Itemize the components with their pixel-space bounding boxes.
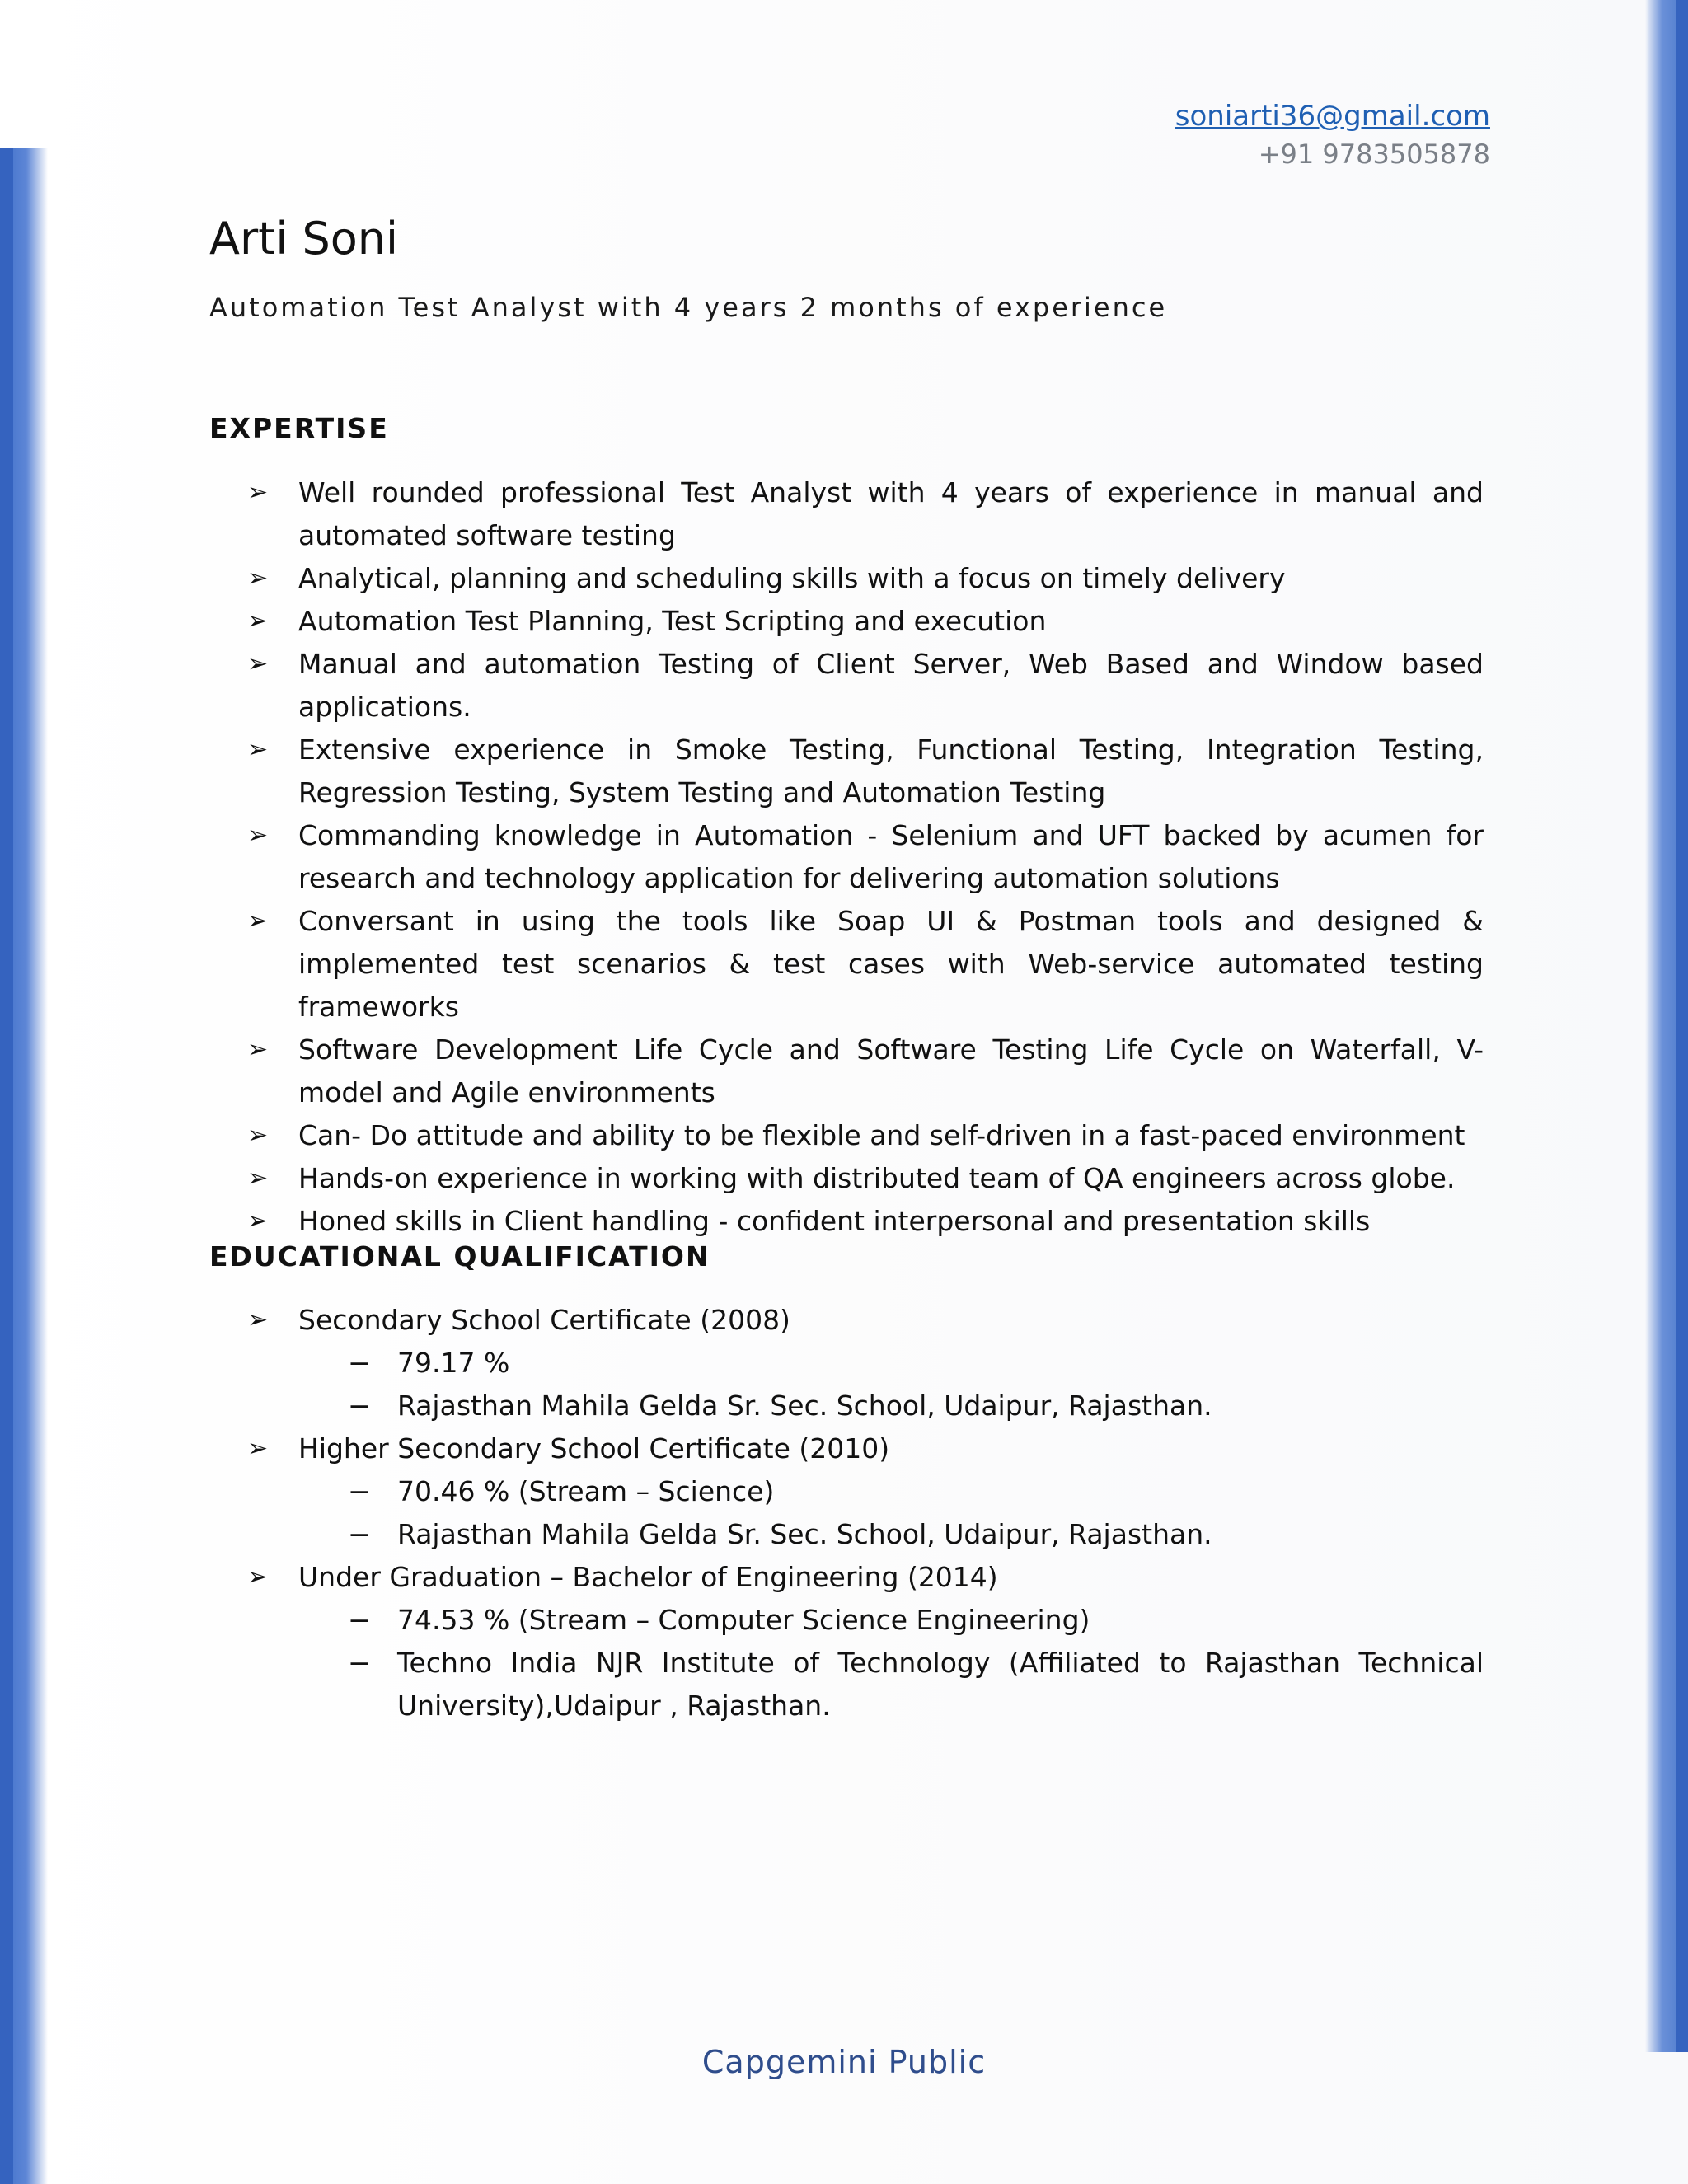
expertise-list [247, 471, 1484, 1243]
dash-bullet-icon: − [348, 1518, 371, 1550]
arrow-bullet-icon: ➢ [247, 1305, 269, 1334]
expertise-item-text: Honed skills in Client handling - confident interpersonal and presentation skills [298, 1205, 1371, 1237]
expertise-item [247, 900, 1484, 1029]
expertise-item [247, 557, 1484, 600]
arrow-bullet-icon: ➢ [247, 735, 269, 764]
expertise-item-text: Well rounded professional Test Analyst with 4 years of experience in manual and automated software testing [298, 476, 1484, 551]
education-item-title: Under Graduation – Bachelor of Engineering (2014) [298, 1561, 998, 1593]
arrow-bullet-icon: ➢ [247, 478, 269, 507]
expertise-item-text: Manual and automation Testing of Client Server, Web Based and Window based applications. [298, 648, 1484, 723]
education-detail [348, 1342, 1484, 1385]
expertise-heading: EXPERTISE [209, 412, 389, 444]
education-heading: EDUCATIONAL QUALIFICATION [209, 1240, 710, 1272]
expertise-item [247, 471, 1484, 557]
education-details [298, 1342, 1484, 1427]
arrow-bullet-icon: ➢ [247, 821, 269, 850]
expertise-item [247, 729, 1484, 814]
dash-bullet-icon: − [348, 1347, 371, 1379]
left-decorative-bar-edge [0, 148, 13, 2184]
expertise-item-text: Software Development Life Cycle and Software Testing Life Cycle on Waterfall, V- model and Agile environments [298, 1033, 1484, 1108]
education-item [247, 1427, 1484, 1556]
arrow-bullet-icon: ➢ [247, 1035, 269, 1064]
expertise-item-text: Commanding knowledge in Automation - Selenium and UFT backed by acumen for research and technology application for delivering automation solutions [298, 819, 1484, 894]
expertise-item [247, 1029, 1484, 1114]
education-detail-text: 74.53 % (Stream – Computer Science Engineering) [397, 1604, 1090, 1636]
expertise-item [247, 600, 1484, 643]
email-link[interactable]: soniarti36@gmail.com [1175, 100, 1490, 133]
education-detail-text: Techno India NJR Institute of Technology (Affiliated to Rajasthan Technical University),Udaipur , Rajasthan. [397, 1647, 1484, 1722]
arrow-bullet-icon: ➢ [247, 649, 269, 678]
arrow-bullet-icon: ➢ [247, 1121, 269, 1150]
education-detail [348, 1513, 1484, 1556]
expertise-item-text: Conversant in using the tools like Soap UI & Postman tools and designed & implemented test scenarios & test cases with Web-service automated testing frameworks [298, 905, 1484, 1023]
expertise-item-text: Hands-on experience in working with distributed team of QA engineers across globe. [298, 1162, 1456, 1194]
education-detail [348, 1470, 1484, 1513]
expertise-item-text: Extensive experience in Smoke Testing, Functional Testing, Integration Testing, Regression Testing, System Testing and Automation Testing [298, 733, 1484, 808]
expertise-item [247, 1200, 1484, 1243]
arrow-bullet-icon: ➢ [247, 907, 269, 935]
expertise-item-text: Automation Test Planning, Test Scripting and execution [298, 605, 1047, 637]
expertise-item [247, 814, 1484, 900]
arrow-bullet-icon: ➢ [247, 1207, 269, 1235]
arrow-bullet-icon: ➢ [247, 1434, 269, 1463]
candidate-tagline: Automation Test Analyst with 4 years 2 months of experience [209, 292, 1168, 323]
footer-classification-label: Capgemini Public [701, 2044, 987, 2080]
education-details [298, 1470, 1484, 1556]
dash-bullet-icon: − [348, 1647, 371, 1679]
education-item-title: Higher Secondary School Certificate (2010) [298, 1432, 890, 1465]
right-decorative-bar-edge [1676, 0, 1688, 2052]
expertise-item [247, 643, 1484, 729]
education-detail-text: Rajasthan Mahila Gelda Sr. Sec. School, Udaipur, Rajasthan. [397, 1518, 1212, 1550]
contact-block [1175, 97, 1490, 173]
dash-bullet-icon: − [348, 1475, 371, 1507]
education-item [247, 1556, 1484, 1727]
arrow-bullet-icon: ➢ [247, 564, 269, 593]
phone-number: +91 9783505878 [1258, 138, 1490, 170]
dash-bullet-icon: − [348, 1604, 371, 1636]
education-details [298, 1599, 1484, 1727]
education-detail-text: Rajasthan Mahila Gelda Sr. Sec. School, Udaipur, Rajasthan. [397, 1390, 1212, 1422]
candidate-name: Arti Soni [209, 213, 399, 265]
arrow-bullet-icon: ➢ [247, 607, 269, 635]
dash-bullet-icon: − [348, 1390, 371, 1422]
education-item-title: Secondary School Certificate (2008) [298, 1304, 790, 1336]
arrow-bullet-icon: ➢ [247, 1164, 269, 1193]
education-item [247, 1299, 1484, 1427]
expertise-item [247, 1157, 1484, 1200]
education-detail-text: 70.46 % (Stream – Science) [397, 1475, 775, 1507]
arrow-bullet-icon: ➢ [247, 1563, 269, 1591]
expertise-item-text: Analytical, planning and scheduling skills with a focus on timely delivery [298, 562, 1286, 594]
expertise-item-text: Can- Do attitude and ability to be flexible and self-driven in a fast-paced environment [298, 1119, 1465, 1151]
education-detail-text: 79.17 % [397, 1347, 510, 1379]
education-list [247, 1299, 1484, 1727]
expertise-item [247, 1114, 1484, 1157]
education-detail [348, 1599, 1484, 1642]
education-detail [348, 1642, 1484, 1727]
education-detail [348, 1385, 1484, 1427]
